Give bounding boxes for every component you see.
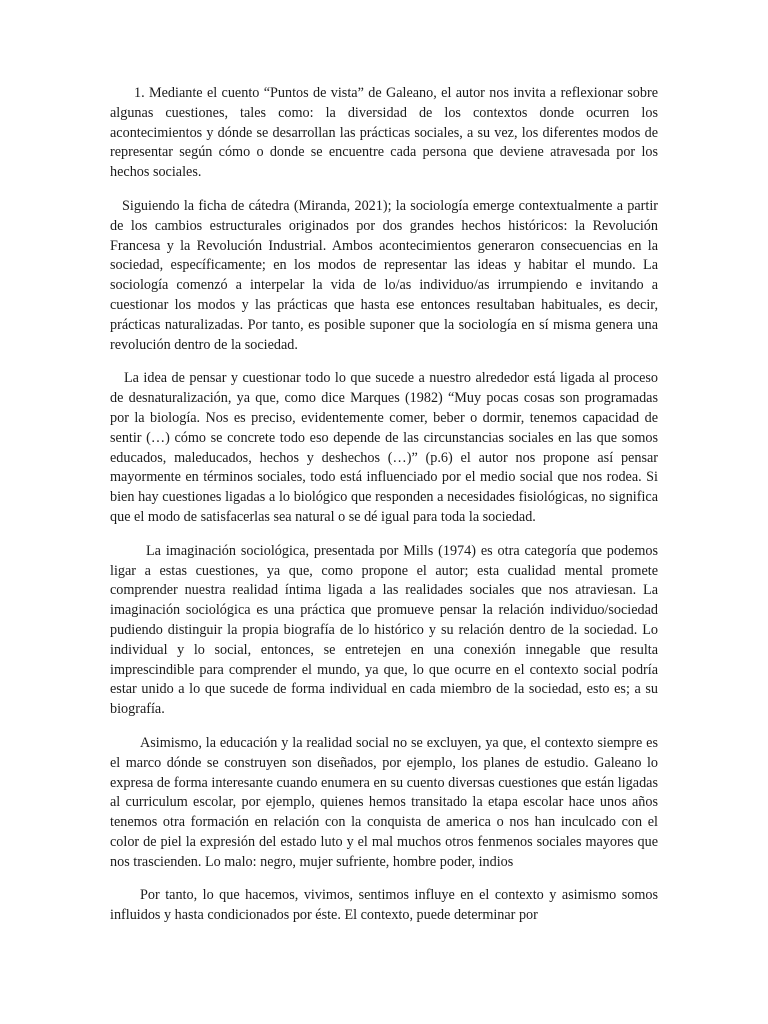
paragraph-2: Siguiendo la ficha de cátedra (Miranda, 2021); la sociología emerge contextualmente a partir de los cambios estructurales originados por dos grandes hechos históricos: la Revolución Francesa y la Revolución Industrial. Ambos acontecimientos generaron consecuencias en la sociedad, específicamente; en los modos de representar las ideas y habitar el mundo. La sociología comenzó a interpelar la vida de lo/as individuo/as irrumpiendo e invitando a cuestionar los modos y las prácticas que hasta ese entonces resultaban habituales, es decir, prácticas naturalizadas. Por tanto, es posible suponer que la sociología en sí misma genera una revolución dentro de la sociedad. [110, 197, 658, 353]
paragraph-5: Asimismo, la educación y la realidad social no se excluyen, ya que, el contexto siempre es el marco dónde se construyen son diseñados, por ejemplo, los planes de estudio. Galeano lo expresa de forma interesante cuando enumera en su cuento diversas cuestiones que están ligadas al curriculum escolar, por ejemplo, quienes hemos transitado la etapa escolar hace unos años tenemos otra formación en relación con la conquista de america o nos han inculcado con el color de piel la expresión del estado luto y el mal muchos otros fenmenos sociales mayores que nos trascienden. Lo malo: negro, mujer sufriente, hombre poder, indios [110, 734, 658, 870]
paragraph-1: 1. Mediante el cuento “Puntos de vista” de Galeano, el autor nos invita a reflexionar sobre algunas cuestiones, tales como: la diversidad de los contextos donde ocurren los acontecimientos y dónde se desarrollan las prácticas sociales, a su vez, los diferentes modos de representar según cómo o donde se encuentre cada persona que deviene atravesada por los hechos sociales. [110, 85, 658, 181]
paragraph-6: Por tanto, lo que hacemos, vivimos, sentimos influye en el contexto y asimismo somos influidos y hasta condicionados por éste. El contexto, puede determinar por [110, 887, 658, 924]
paragraph-4: La imaginación sociológica, presentada por Mills (1974) es otra categoría que podemos ligar a estas cuestiones, ya que, como propone el autor; esta cualidad mental promete comprender nuestra realidad íntima ligada a las realidades sociales que nos atraviesan. La imaginación sociológica es una práctica que promueve pensar la relación individuo/sociedad pudiendo distinguir la propia biografía de lo histórico y su relación dentro de la sociedad. Lo individual y lo social, entonces, se entretejen en una conexión innegable que resulta imprescindible para comprender el mundo, ya que, lo que ocurre en el contexto social podría estar unido a lo que sucede de forma individual en cada miembro de la sociedad, esto es; a su biografía. [110, 542, 658, 718]
paragraph-3: La idea de pensar y cuestionar todo lo que sucede a nuestro alrededor está ligada al proceso de desnaturalización, ya que, como dice Marques (1982) “Muy pocas cosas son programadas por la biología. Nos es preciso, evidentemente comer, beber o dormir, tenemos capacidad de sentir (…) cómo se concrete todo eso depende de las circunstancias sociales en las que somos educados, maleducados, hechos y deshechos (…)” (p.6) el autor nos propone así pensar mayormente en términos sociales, todo está influenciado por el medio social que nos rodea. Si bien hay cuestiones ligadas a lo biológico que responden a necesidades fisiológicas, no significa que el modo de satisfacerlas sea natural o se dé igual para toda la sociedad. [110, 370, 658, 525]
